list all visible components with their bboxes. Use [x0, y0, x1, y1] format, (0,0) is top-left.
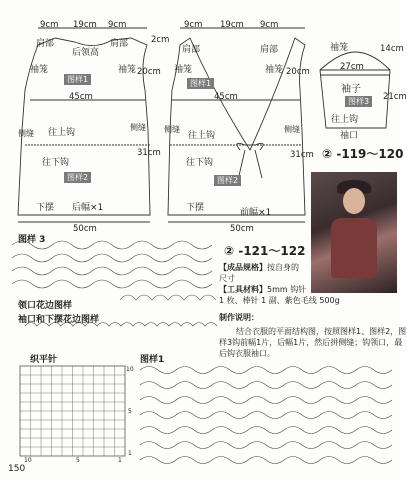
grid-col-mid: 5: [76, 457, 80, 464]
front-label-armhole-left: 袖笼: [174, 65, 193, 75]
product-title: ② -121～122: [224, 244, 306, 258]
front-dim-chest: 45cm: [214, 92, 238, 102]
chart1-title: 图样1: [140, 355, 165, 365]
label-up: 往上钩: [48, 128, 76, 138]
spec-method-label: 制作说明：: [219, 313, 259, 322]
front-label-armhole-right: 袖笼: [265, 65, 284, 75]
front-dim-neck: 19cm: [220, 20, 244, 30]
front-label-shoulder-right: 肩部: [260, 45, 279, 55]
sweater-shape: [331, 218, 377, 278]
sleeve-label-cuff: 袖口: [340, 131, 359, 141]
title-top: ② -119～120: [322, 147, 404, 161]
front-dim-body-height: 31cm: [290, 150, 314, 160]
front-label-up: 往上钩: [188, 131, 216, 141]
sleeve-label-up: 往上钩: [331, 115, 359, 125]
front-chart2-tag: 图样2: [214, 175, 241, 186]
spec-method-1: 结合衣服的平面结构图，按照图样1、图样2，图: [236, 327, 407, 336]
spec-material-label: 【工具材料】: [219, 285, 267, 294]
grid-num-mid: 5: [128, 408, 132, 415]
knit-grid: [20, 366, 125, 456]
spec-size-text: 按自身的: [267, 263, 299, 272]
chart3-lace: [12, 241, 212, 288]
dim-hem: 50cm: [73, 224, 97, 234]
chart1-lace: [140, 367, 392, 464]
page-number: 150: [8, 464, 26, 474]
front-label-side-left: 侧缝: [164, 125, 180, 134]
sleeve-dim-height: 21cm: [383, 92, 407, 102]
label-side-right: 侧缝: [130, 123, 146, 132]
label-side-left: 侧缝: [18, 129, 34, 138]
sleeve-name: 袖子: [341, 84, 361, 95]
front-label-down: 往下钩: [186, 158, 214, 168]
front-chart1-tag: 图样1: [187, 78, 214, 89]
chart1-tag: 图样1: [64, 74, 91, 85]
edge-label-cuff: 袖口和下摆花边图样: [18, 315, 100, 325]
sleeve-label-armhole: 袖笼: [330, 43, 349, 53]
spec-size: [219, 262, 299, 273]
label-hem: 下摆: [36, 203, 55, 213]
grid-col-left: 10: [24, 457, 32, 464]
face-shape: [343, 188, 365, 214]
dim-neck: 19cm: [73, 20, 97, 30]
dim-shoulder: 9cm: [40, 20, 59, 30]
spec-size-label: 【成品规格】: [219, 263, 267, 272]
spec-material: [219, 284, 306, 295]
dim-armhole-height: 20cm: [137, 67, 161, 77]
front-label-piece: 前幅×1: [240, 208, 272, 218]
spec-material-2: 1 枚、棒针 1 副、紫色毛线 500g: [219, 296, 340, 305]
grid-col-right: 1: [118, 457, 122, 464]
chart2-tag: 图样2: [64, 172, 91, 183]
label-neck: 后领高: [72, 48, 100, 58]
spec-method-3: 后钩衣服袖口。: [219, 349, 275, 358]
grid-num-bot: 1: [128, 450, 132, 457]
label-piece: 后幅×1: [72, 203, 104, 213]
front-dim-shoulder: 9cm: [184, 20, 203, 30]
dim-body-height: 31cm: [137, 148, 161, 158]
spec-size-2: 尺寸: [219, 274, 235, 283]
front-label-side-right: 侧缝: [284, 125, 300, 134]
front-dim-shoulder2: 9cm: [260, 20, 279, 30]
spec-method-2: 样3钩前幅1片，后幅1片，然后拼侧缝；钩领口，最: [219, 338, 403, 347]
label-armhole-left: 袖笼: [30, 65, 49, 75]
model-photo: [311, 172, 397, 293]
label-down: 往下钩: [42, 158, 70, 168]
spec-material-text: 5mm 钩针: [267, 285, 307, 294]
sleeve-dim-width: 27cm: [340, 62, 364, 72]
dim-chest: 45cm: [69, 92, 93, 102]
dim-neck-height: 2cm: [151, 35, 170, 45]
sleeve-chart-tag: 图样3: [345, 96, 372, 107]
grid-num-top: 10: [126, 366, 134, 373]
label-shoulder-left: 肩部: [36, 39, 55, 49]
label-armhole-right: 袖笼: [118, 65, 137, 75]
front-dim-armhole-height: 20cm: [286, 67, 310, 77]
label-shoulder-right: 肩部: [110, 39, 129, 49]
edge-label-neck: 领口花边图样: [18, 301, 73, 311]
dim-shoulder2: 9cm: [108, 20, 127, 30]
front-label-hem: 下摆: [186, 203, 205, 213]
knit-title: 织平针: [30, 355, 58, 365]
sleeve-dim-top: 14cm: [380, 44, 404, 54]
front-dim-hem: 50cm: [230, 224, 254, 234]
front-label-shoulder-left: 肩部: [182, 45, 201, 55]
chart3-title: 图样 3: [18, 235, 46, 245]
